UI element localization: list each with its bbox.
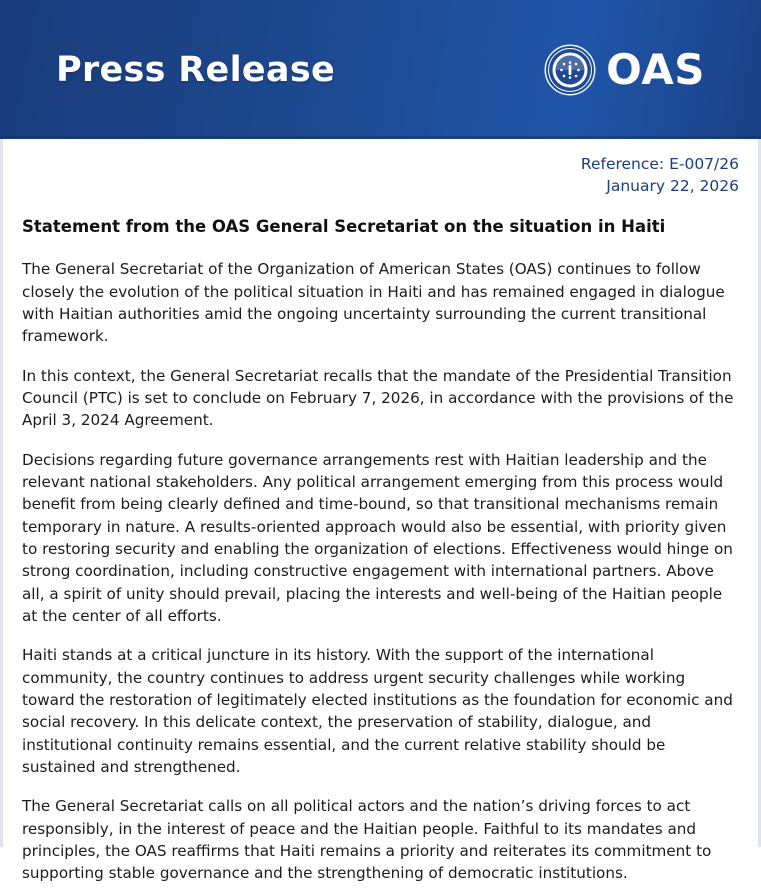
paragraph-3: Decisions regarding future governance arrangements rest with Haitian leadership and the relevant national stakeholders. Any political arrangement emerging from this process would benefit from being clearly defined and time-bound, so that transitional mechanisms remain temporary in nature. A results-oriented approach would also be essential, with priority given to restoring security and enabling the organization of elections. Effectiveness would hinge on strong coordination, including constructive engagement with international partners. Above all, a spirit of unity should prevail, placing the interests and well-being of the Haitian people at the center of all efforts. xyxy=(22,450,733,626)
oas-wordmark: OAS xyxy=(606,44,705,94)
document-meta xyxy=(22,153,739,198)
release-date: January 22, 2026 xyxy=(606,177,739,196)
page-title: Press Release xyxy=(56,49,336,90)
header-banner xyxy=(0,0,761,139)
document-body xyxy=(0,139,761,895)
paragraph-4: Haiti stands at a critical juncture in its history. With the support of the international community, the country continues to address urgent security challenges while working toward the restoration of legitimately elected institutions as the foundation for economic and social recovery. In this delicate context, the preservation of stability, dialogue, and institutional continuity remains essential, and the current relative stability should be sustained and strengthened. xyxy=(22,646,733,777)
paragraph-1: The General Secretariat of the Organization of American States (OAS) continues to follow closely the evolution of the political situation in Haiti and has remained engaged in dialogue with Haitian authorities amid the ongoing uncertainty surrounding the current transitional framework. xyxy=(22,260,725,346)
oas-seal-icon xyxy=(544,44,596,96)
reference-number: Reference: E-007/26 xyxy=(580,155,739,173)
paragraph-2: In this context, the General Secretariat recalls that the mandate of the Presidential Transition Council (PTC) is set to conclude on February 7, 2026, in accordance with the provisions of the April 3, 2024 Agreement. xyxy=(22,366,734,430)
paragraph-5: The General Secretariat calls on all political actors and the nation’s driving forces to act responsibly, in the interest of peace and the Haitian people. Faithful to its mandates and principles, the OAS reaffirms that Haiti remains a priority and reiterates its commitment to supporting stable governance and the strengthening of democratic institutions. xyxy=(22,797,712,883)
statement-title: Statement from the OAS General Secretariat on the situation in Haiti xyxy=(22,216,666,236)
oas-brand xyxy=(544,44,705,96)
